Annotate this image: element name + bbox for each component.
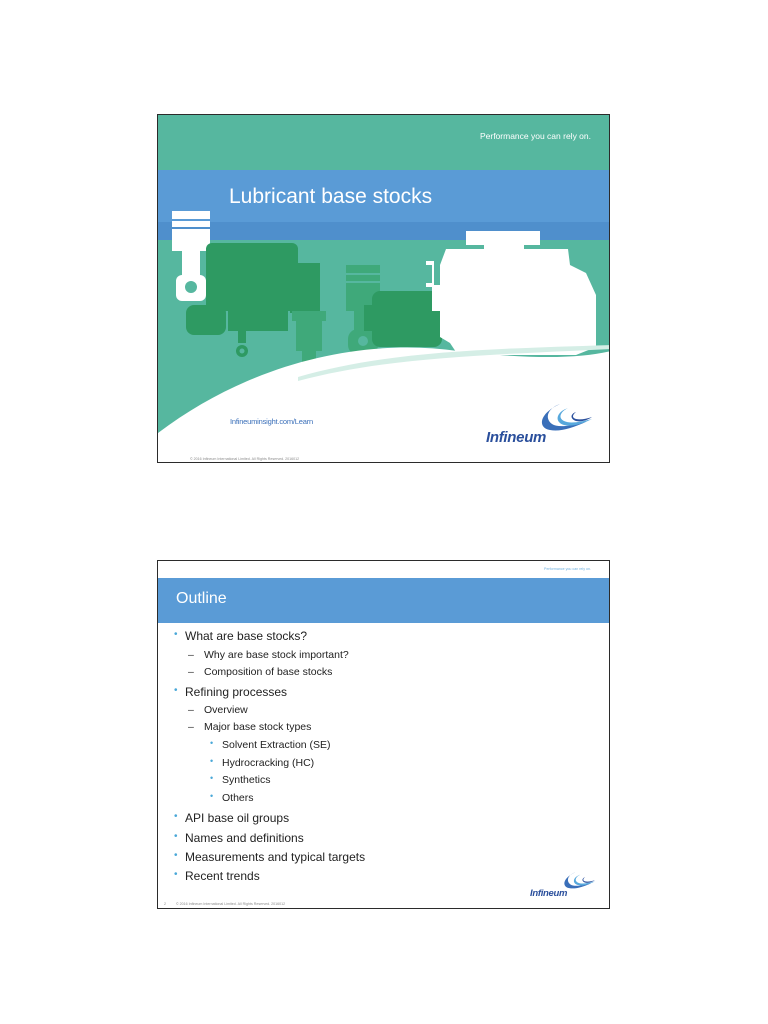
page-number: 2 [164, 902, 166, 906]
bullet-icon: • [174, 685, 178, 696]
outline-item-level-1 [174, 811, 290, 825]
title-slide [157, 114, 610, 463]
bullet-icon: • [174, 831, 178, 842]
bullet-icon: • [210, 773, 214, 783]
dash-bullet-icon: – [188, 649, 194, 661]
tagline: Performance you can rely on. [479, 131, 591, 141]
outline-item-level-1 [174, 629, 308, 643]
outline-item-text: Recent trends [185, 869, 260, 883]
bullet-icon: • [210, 738, 214, 748]
outline-item-level-2 [188, 649, 349, 661]
outline-item-level-2 [188, 704, 248, 716]
outline-item-level-2 [188, 721, 312, 733]
logo-wordmark: Infineum [530, 888, 568, 899]
outline-item-text: Measurements and typical targets [185, 850, 366, 864]
bullet-icon: • [174, 850, 178, 861]
dash-bullet-icon: – [188, 666, 194, 678]
copyright-text: © 2016 Infineum International Limited. All Rights Reserved. 2016012 [190, 457, 300, 461]
outline-item-text: Major base stock types [204, 721, 312, 733]
outline-item-level-1 [174, 869, 260, 883]
outline-item-text: Composition of base stocks [204, 666, 333, 678]
footer [164, 902, 285, 906]
outline-header [158, 578, 609, 623]
slide-title: Outline [176, 590, 227, 607]
outline-item-level-3 [210, 756, 315, 769]
outline-item-level-2 [188, 666, 333, 678]
outline-slide [157, 560, 610, 909]
outline-item-text: Refining processes [185, 685, 288, 699]
outline-item-text: Overview [204, 704, 248, 716]
outline-item-text: Hydrocracking (HC) [222, 757, 315, 769]
bullet-icon: • [174, 811, 178, 822]
infineum-logo [486, 402, 598, 446]
outline-item-level-3 [210, 791, 254, 804]
copyright-text: © 2016 Infineum International Limited. All Rights Reserved. 2016012 [176, 902, 286, 906]
outline-item-level-3 [210, 773, 271, 786]
dash-bullet-icon: – [188, 721, 194, 733]
bullet-icon: • [174, 629, 178, 640]
tagline: Performance you can rely on. [544, 567, 591, 571]
outline-item-text: Synthetics [222, 774, 271, 786]
outline-item-text: Why are base stock important? [204, 649, 349, 661]
dash-bullet-icon: – [188, 704, 194, 716]
outline-item-level-1 [174, 685, 288, 699]
bullet-icon: • [210, 791, 214, 801]
outline-item-text: Names and definitions [185, 831, 304, 845]
logo-wordmark: Infineum [486, 429, 547, 446]
outline-item-level-3 [210, 738, 331, 751]
outline-item-level-1 [174, 831, 304, 845]
bullet-icon: • [174, 869, 178, 880]
website-link[interactable]: Infineuminsight.com/Learn [230, 417, 313, 426]
outline-item-text: What are base stocks? [185, 629, 308, 643]
outline-item-level-1 [174, 850, 366, 864]
outline-item-text: API base oil groups [185, 811, 290, 825]
outline-item-text: Solvent Extraction (SE) [222, 739, 331, 751]
outline-item-text: Others [222, 792, 254, 804]
infineum-logo [530, 871, 598, 899]
slide-title: Lubricant base stocks [229, 185, 433, 208]
bullet-icon: • [210, 756, 214, 766]
